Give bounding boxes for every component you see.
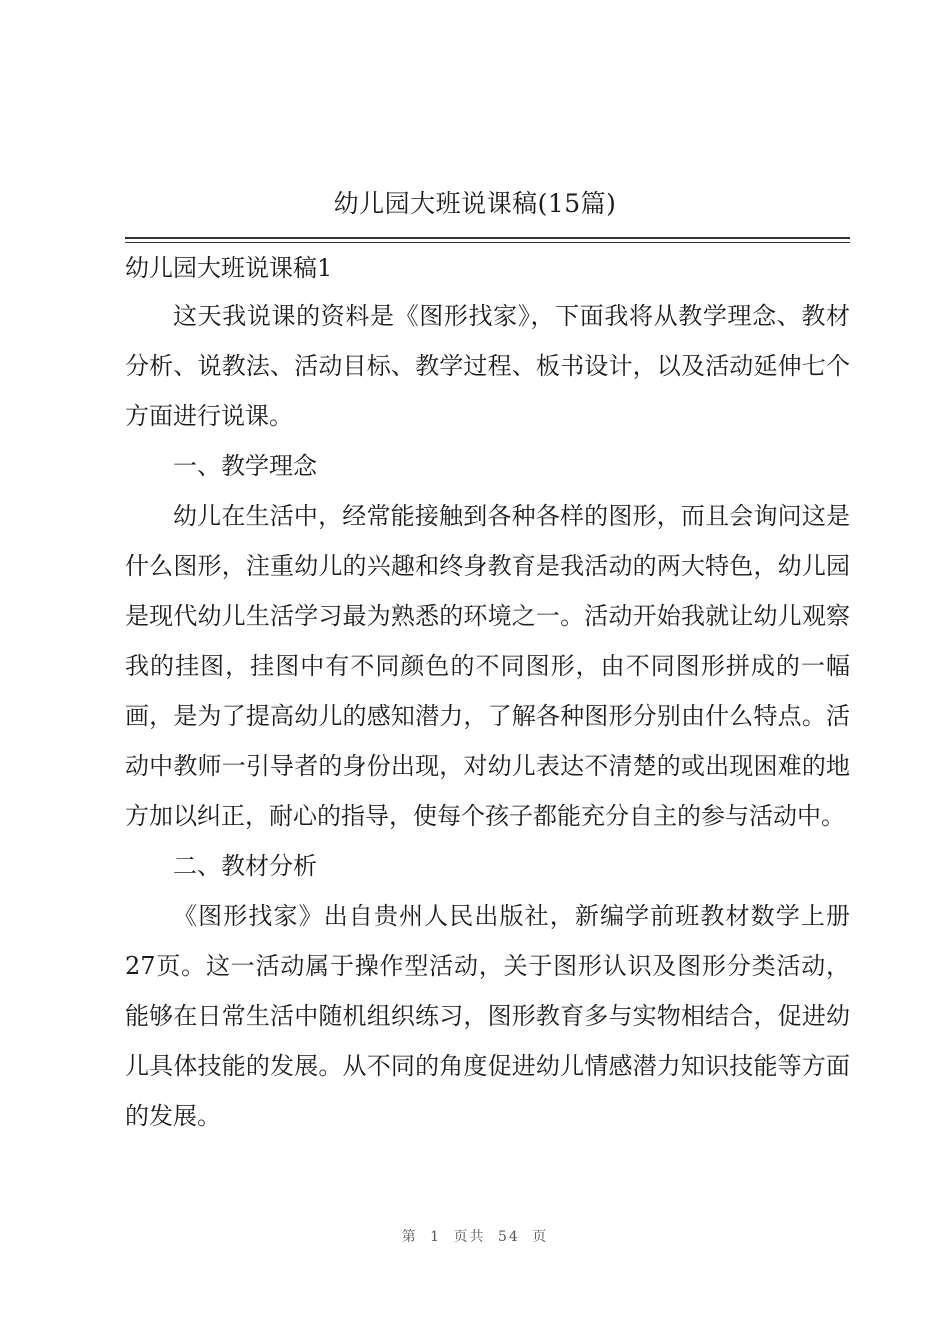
document-body <box>125 291 850 1141</box>
heading-teaching-philosophy: 一、教学理念 <box>173 452 317 480</box>
heading-material-analysis: 二、教材分析 <box>173 852 317 880</box>
teaching-philosophy-paragraph: 幼儿在生活中，经常能接触到各种各样的图形，而且会询问这是什么图形，注重幼儿的兴趣和终身教育是我活动的两大特色，幼儿园是现代幼儿生活学习最为熟悉的环境之一。活动开始我就让幼儿观察我的挂图，挂图中有不同颜色的不同图形，由不同图形拼成的一幅画，是为了提高幼儿的感知潜力，了解各种图形分别由什么特点。活动中教师一引导者的身份出现，对幼儿表达不清楚的或出现困难的地方加以纠正，耐心的指导，使每个孩子都能充分自主的参与活动中。 <box>125 502 850 830</box>
section-title: 幼儿园大班说课稿1 <box>125 254 333 282</box>
title-divider-thick <box>125 237 850 239</box>
title-divider-thin <box>125 242 850 243</box>
intro-paragraph: 这天我说课的资料是《图形找家》，下面我将从教学理念、教材分析、说教法、活动目标、教学过程、板书设计，以及活动延伸七个方面进行说课。 <box>125 302 850 430</box>
page-number-text: 第 1 页共 54 页 <box>401 1229 549 1245</box>
document-title: 幼儿园大班说课稿(15篇) <box>333 189 617 218</box>
page-footer <box>0 1226 950 1246</box>
material-analysis-paragraph: 《图形找家》出自贵州人民出版社，新编学前班教材数学上册27页。这一活动属于操作型活动，关于图形认识及图形分类活动，能够在日常生活中随机组织练习，图形教育多与实物相结合，促进幼儿具体技能的发展。从不同的角度促进幼儿情感潜力知识技能等方面的发展。 <box>125 902 850 1130</box>
